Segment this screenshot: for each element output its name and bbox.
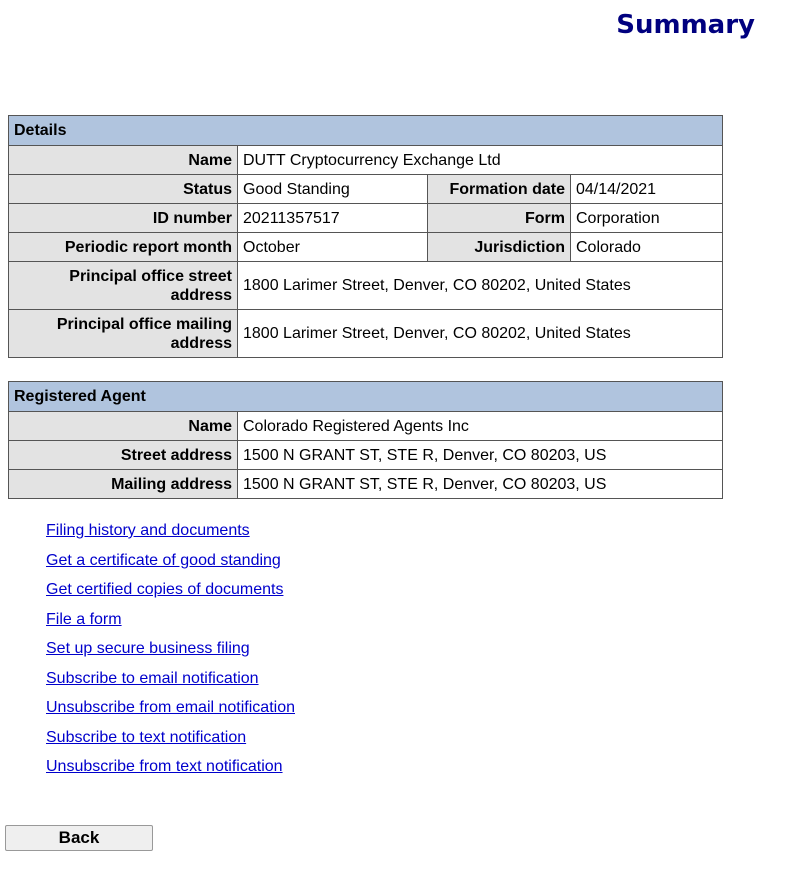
agent-header: Registered Agent [9, 382, 723, 412]
name-value: DUTT Cryptocurrency Exchange Ltd [238, 146, 723, 175]
form-value: Corporation [571, 204, 723, 233]
certified-copies-link[interactable]: Get certified copies of documents [46, 581, 284, 598]
table-row [9, 412, 723, 441]
agent-mailing-value: 1500 N GRANT ST, STE R, Denver, CO 80203, US [238, 470, 723, 499]
jurisdiction-value: Colorado [571, 233, 723, 262]
name-label: Name [9, 146, 238, 175]
status-label: Status [9, 175, 238, 204]
id-number-label: ID number [9, 204, 238, 233]
status-value: Good Standing [238, 175, 428, 204]
form-label: Form [428, 204, 571, 233]
agent-name-label: Name [9, 412, 238, 441]
table-row [9, 204, 723, 233]
formation-date-value: 04/14/2021 [571, 175, 723, 204]
file-form-link[interactable]: File a form [46, 610, 122, 628]
table-row [9, 233, 723, 262]
agent-name-value: Colorado Registered Agents Inc [238, 412, 723, 441]
report-month-value: October [238, 233, 428, 262]
unsubscribe-email-link[interactable]: Unsubscribe from email notification [46, 699, 295, 716]
table-row [9, 146, 723, 175]
action-links [46, 520, 295, 786]
filing-history-link[interactable]: Filing history and documents [46, 522, 250, 539]
subscribe-email-link[interactable]: Subscribe to email notification [46, 669, 259, 687]
registered-agent-table [8, 381, 723, 499]
unsubscribe-text-link[interactable]: Unsubscribe from text notification [46, 758, 283, 775]
agent-mailing-label: Mailing address [9, 470, 238, 499]
agent-street-value: 1500 N GRANT ST, STE R, Denver, CO 80203, US [238, 441, 723, 470]
mailing-address-label: Principal office mailing address [9, 310, 238, 358]
table-row [9, 175, 723, 204]
details-header: Details [9, 116, 723, 146]
page-title: Summary [616, 10, 755, 40]
details-table [8, 115, 723, 358]
secure-filing-link[interactable]: Set up secure business filing [46, 640, 250, 657]
id-number-value: 20211357517 [238, 204, 428, 233]
table-row [9, 310, 723, 358]
mailing-address-value: 1800 Larimer Street, Denver, CO 80202, United States [238, 310, 723, 358]
table-row [9, 262, 723, 310]
back-button[interactable]: Back [5, 825, 153, 851]
formation-date-label: Formation date [428, 175, 571, 204]
certificate-good-standing-link[interactable]: Get a certificate of good standing [46, 551, 281, 569]
subscribe-text-link[interactable]: Subscribe to text notification [46, 728, 247, 746]
table-row [9, 470, 723, 499]
street-address-value: 1800 Larimer Street, Denver, CO 80202, United States [238, 262, 723, 310]
report-month-label: Periodic report month [9, 233, 238, 262]
street-address-label: Principal office street address [9, 262, 238, 310]
table-row [9, 441, 723, 470]
agent-street-label: Street address [9, 441, 238, 470]
jurisdiction-label: Jurisdiction [428, 233, 571, 262]
